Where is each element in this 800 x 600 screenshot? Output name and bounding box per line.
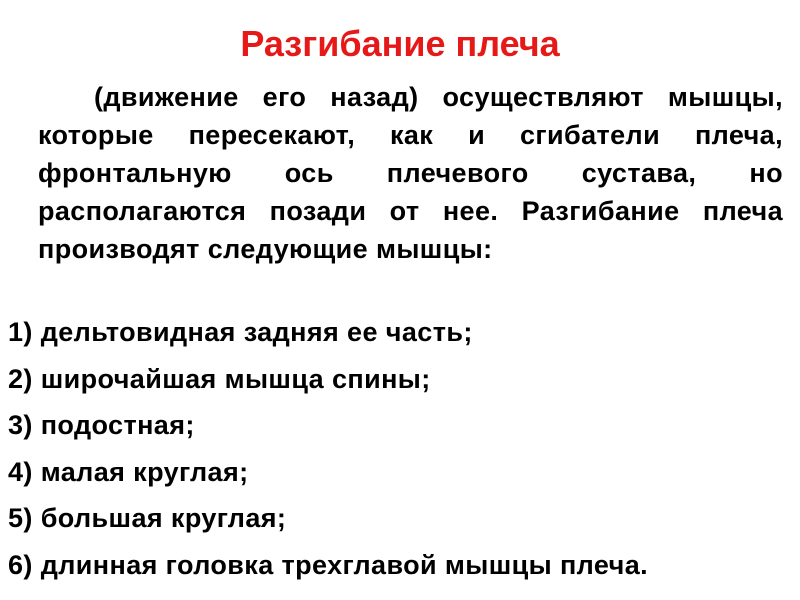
list-item: 5) большая круглая; (8, 503, 287, 533)
list-item: 6) длинная головка трехглавой мышцы плеча. (8, 549, 649, 580)
list-item: 1) дельтовидная задняя ее часть; (8, 317, 473, 347)
list-item: 4) малая круглая; (8, 456, 249, 487)
slide-title: Разгибание плеча (240, 23, 560, 64)
list-item: 2) широчайшая мышца спины; (8, 363, 431, 394)
list-item: 3) подостная; (8, 410, 195, 440)
muscle-list (8, 316, 783, 595)
intro-paragraph: (движение его назад) осуществляют мышцы, которые пересекают, как и сгибатели плеча, фронтальную ось плечевого сустава, но располагаются позади от нее. Разгибание плеча производят следующие мышцы: (38, 82, 783, 264)
